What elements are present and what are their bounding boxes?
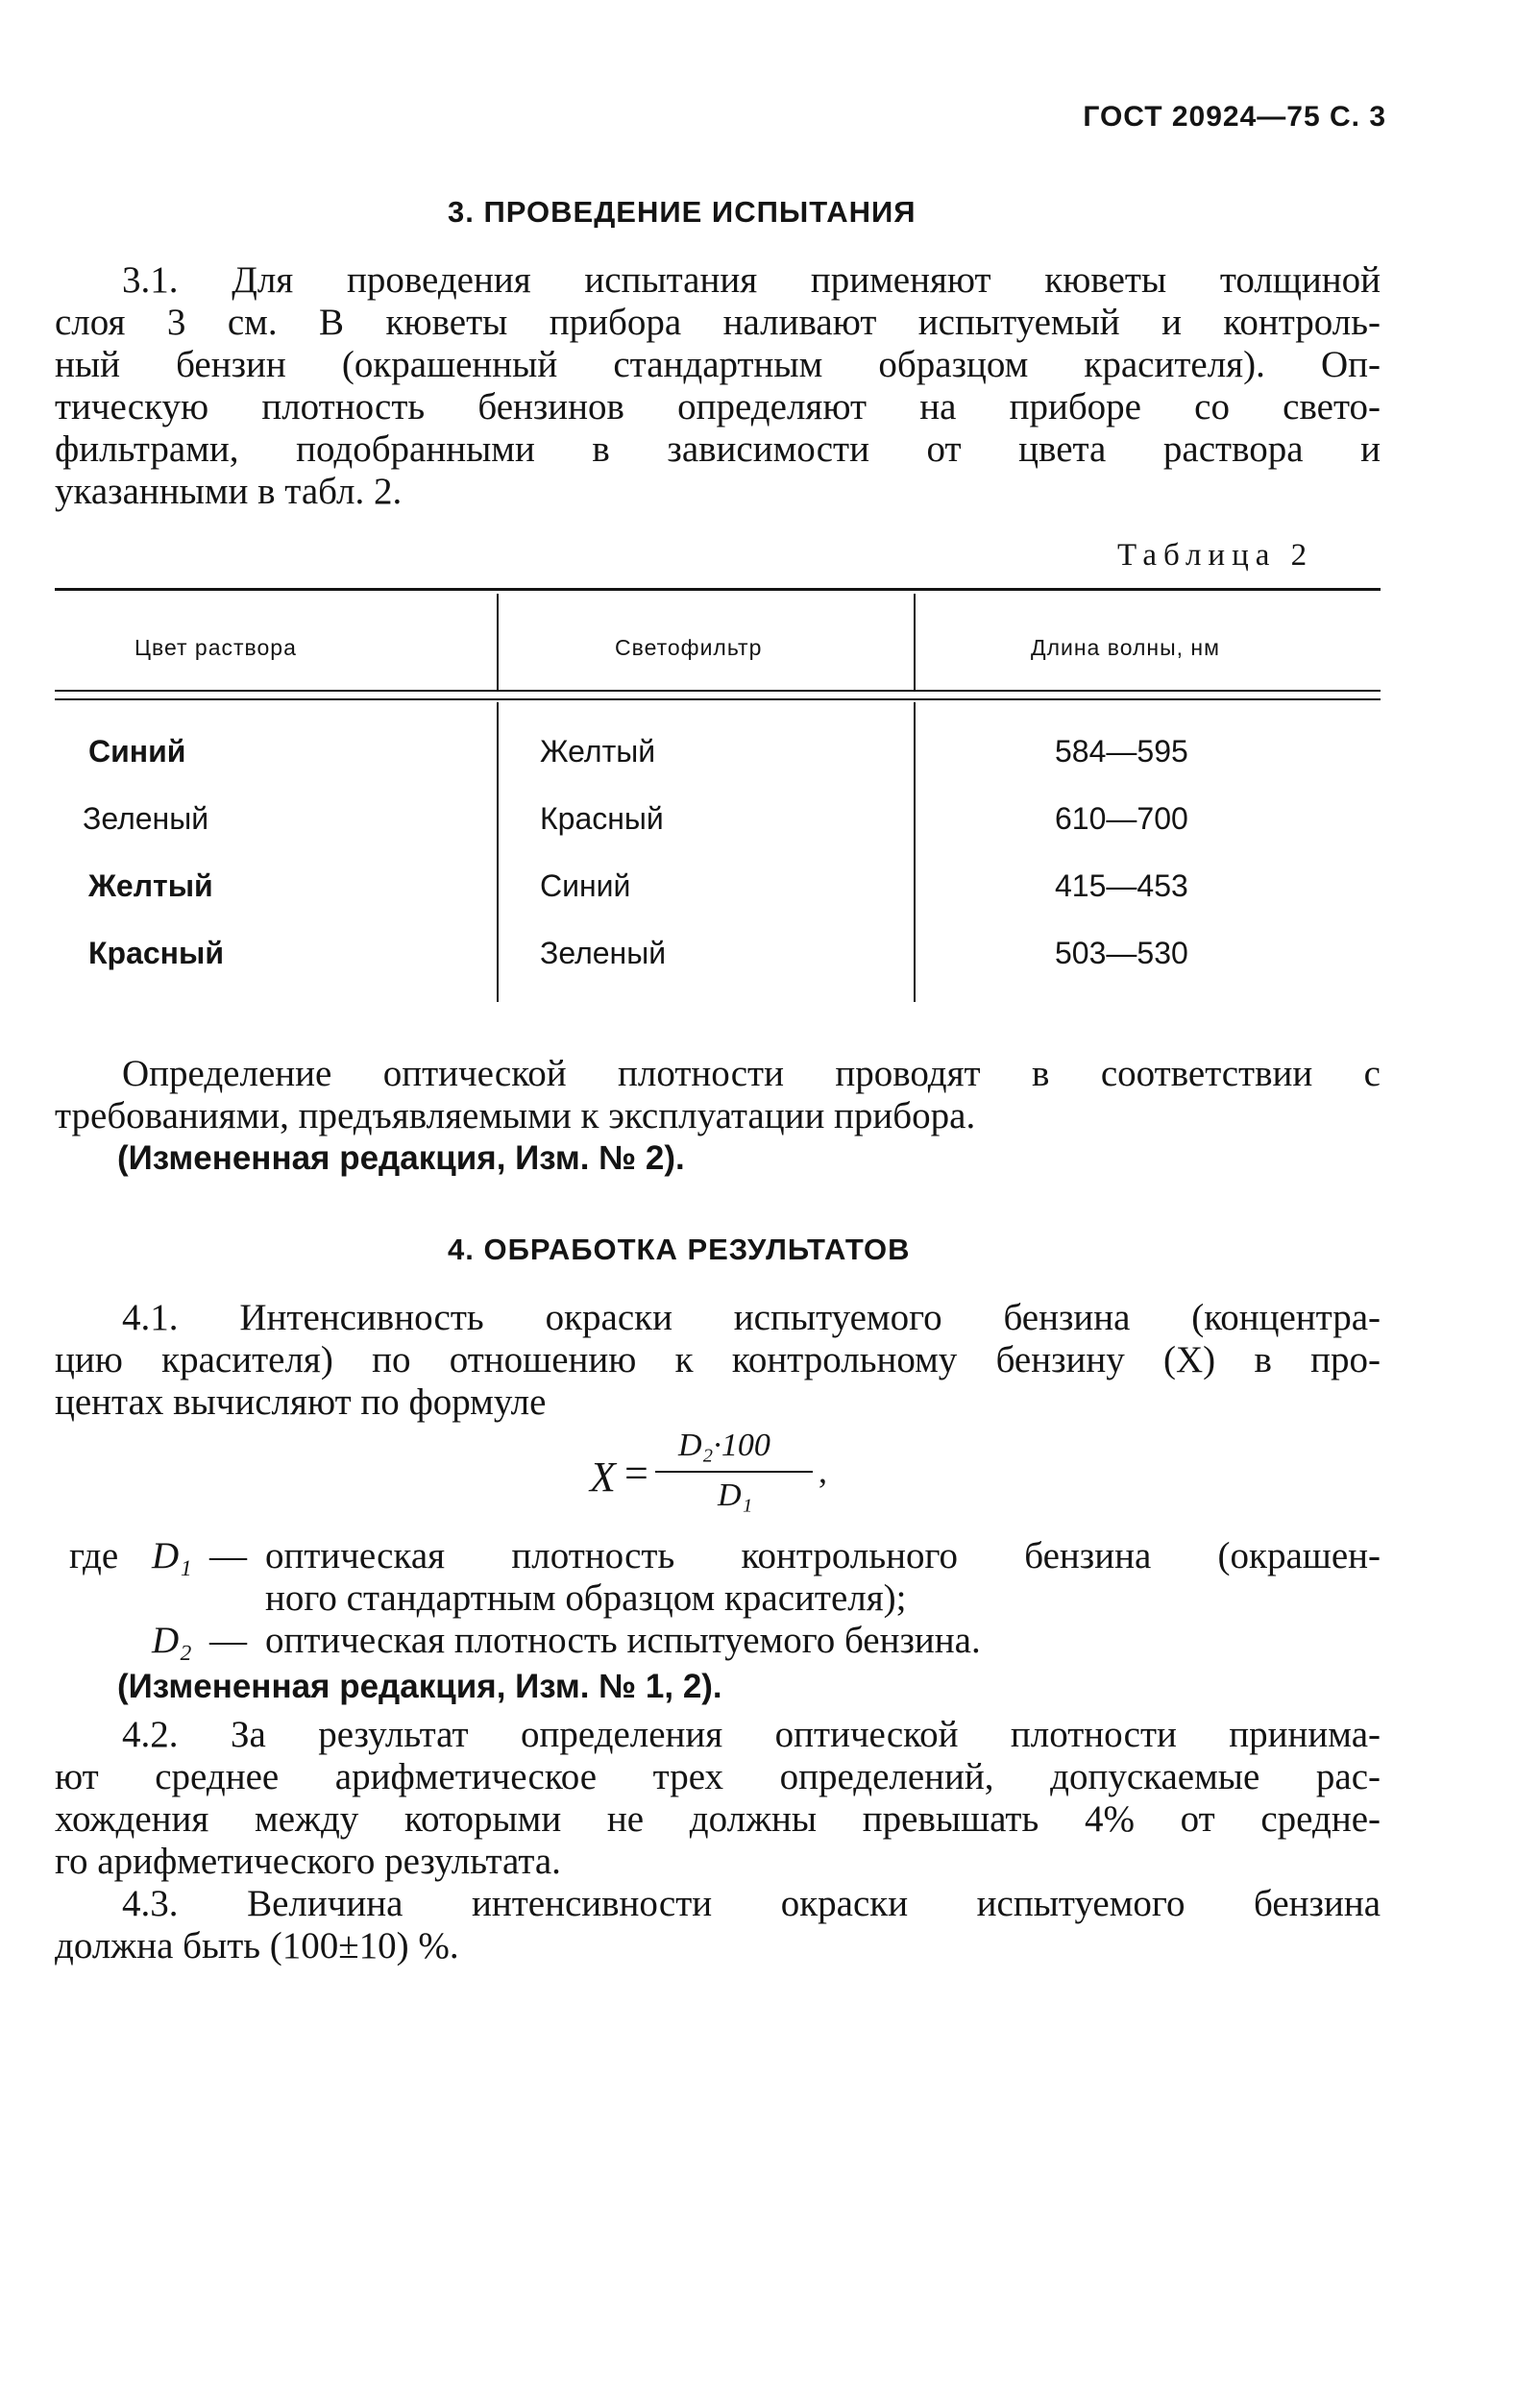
p42-line-2: ют среднее арифметическое трех определений, допускаемые рас- (55, 1756, 1381, 1797)
formula-lhs: X (590, 1454, 616, 1501)
page-header-code: ГОСТ 20924—75 С. 3 (1083, 101, 1386, 133)
table-row-2-color: Зеленый (83, 801, 209, 836)
after-table-line-1: Определение оптической плотности проводят в соответствии с (122, 1053, 1381, 1094)
where-d2-symbol: D₂ (152, 1620, 192, 1661)
table-row-1-color: Синий (88, 734, 186, 769)
section-3-title: 3. ПРОВЕДЕНИЕ ИСПЫТАНИЯ (448, 195, 917, 229)
paragraph-after-table (55, 1053, 1381, 1139)
p41-line-1: 4.1. Интенсивность окраски испытуемого бензина (концентра- (122, 1297, 1381, 1338)
table-vline-1 (497, 702, 499, 1002)
table-vline-1-head (497, 594, 499, 690)
where-d2-text: оптическая плотность испытуемого бензина. (265, 1620, 981, 1661)
table-row-4-filter: Зеленый (540, 936, 667, 970)
table-header-color: Цвет раствора (134, 635, 297, 660)
paragraph-4-3 (55, 1883, 1381, 1969)
section-4-title: 4. ОБРАБОТКА РЕЗУЛЬТАТОВ (448, 1233, 911, 1266)
table-top-rule (55, 588, 1381, 591)
formula-comma: , (819, 1452, 827, 1490)
paragraph-3-1 (55, 259, 1381, 519)
amendment-2: (Измененная редакция, Изм. № 1, 2). (117, 1668, 722, 1705)
formula-equals: = (624, 1450, 648, 1497)
where-d1-text-cont: ного стандартным образцом красителя); (265, 1577, 907, 1619)
p43-line-1: 4.3. Величина интенсивности окраски испытуемого бензина (122, 1883, 1381, 1924)
table-row-3-color: Желтый (88, 868, 213, 903)
p42-line-4: го арифметического результата. (55, 1841, 561, 1882)
p42-line-3: хождения между которыми не должны превышать 4% от средне- (55, 1798, 1381, 1840)
p31-line-6: указанными в табл. 2. (55, 471, 403, 512)
table-header-wavelength: Длина волны, нм (1031, 635, 1220, 660)
p31-line-1: 3.1. Для проведения испытания применяют кюветы толщиной (122, 259, 1381, 301)
table-header-filter: Светофильтр (615, 635, 763, 660)
table-vline-2-head (914, 594, 916, 690)
p41-line-3: центах вычисляют по формуле (55, 1381, 547, 1423)
p31-line-5: фильтрами, подобранными в зависимости от цвета раствора и (55, 428, 1381, 470)
table-header-rule-1 (55, 690, 1381, 692)
formula-denominator: D₁ (718, 1478, 753, 1513)
table-row-4-wavelength: 503—530 (1055, 936, 1188, 970)
formula-fraction-line (655, 1471, 813, 1473)
amendment-1: (Измененная редакция, Изм. № 2). (117, 1139, 685, 1177)
table-row-4-color: Красный (88, 936, 224, 970)
paragraph-4-1 (55, 1297, 1381, 1427)
table-row-1-wavelength: 584—595 (1055, 734, 1188, 769)
paragraph-4-2 (55, 1714, 1381, 1887)
table-row-2-wavelength: 610—700 (1055, 801, 1188, 836)
table-row-2-filter: Красный (540, 801, 664, 836)
p41-line-2: цию красителя) по отношению к контрольному бензину (X) в про- (55, 1339, 1381, 1380)
where-d1-text: оптическая плотность контрольного бензина (окрашен- (265, 1535, 1381, 1576)
p43-line-2: должна быть (100±10) %. (55, 1925, 459, 1966)
p42-line-1: 4.2. За результат определения оптической плотности принима- (122, 1714, 1381, 1755)
table-vline-2 (914, 702, 916, 1002)
p31-line-3: ный бензин (окрашенный стандартным образцом красителя). Оп- (55, 344, 1381, 385)
p31-line-2: слоя 3 см. В кюветы прибора наливают испытуемый и контроль- (55, 302, 1381, 343)
where-d2-dash: — (209, 1620, 247, 1661)
table-row-3-wavelength: 415—453 (1055, 868, 1188, 903)
table-caption: Таблица 2 (1117, 538, 1314, 573)
where-d1-dash: — (209, 1535, 247, 1576)
table-header-rule-2 (55, 698, 1381, 700)
table-row-1-filter: Желтый (540, 734, 656, 769)
where-prefix: где (69, 1535, 119, 1576)
where-d1-symbol: D₁ (152, 1535, 192, 1576)
p31-line-4: тическую плотность бензинов определяют на приборе со свето- (55, 386, 1381, 428)
formula-numerator: D₂·100 (678, 1428, 770, 1463)
after-table-line-2: требованиями, предъявляемыми к эксплуатации прибора. (55, 1095, 976, 1136)
table-row-3-filter: Синий (540, 868, 631, 903)
